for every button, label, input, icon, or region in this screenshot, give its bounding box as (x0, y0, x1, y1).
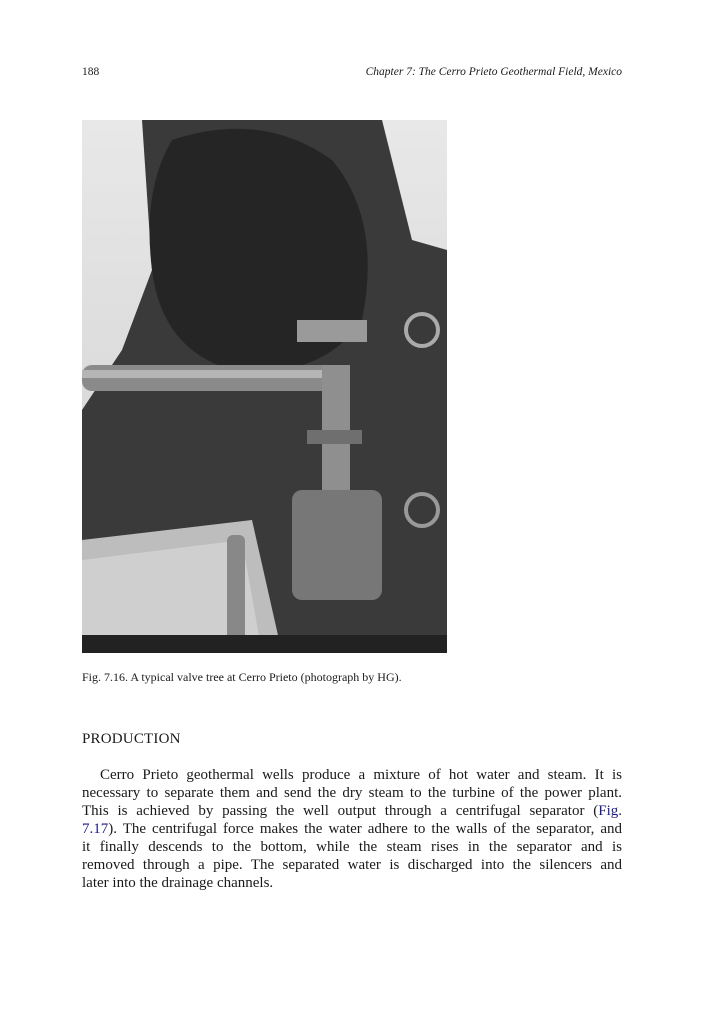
paragraph-line: later into the drainage channels. (82, 875, 274, 891)
body-paragraph (82, 766, 622, 892)
figure-caption: Fig. 7.16. A typical valve tree at Cerro Prieto (photograph by HG). (82, 670, 402, 684)
page-number: 188 (82, 66, 100, 78)
section-heading: PRODUCTION (82, 731, 181, 747)
paragraph-line: necessary to separate them and send the dry steam to the turbine of the power plant. (82, 785, 622, 801)
paragraph-line: it finally descends to the bottom, while the steam rises in the separator and is (82, 839, 622, 855)
figure-link[interactable]: Fig. (598, 803, 622, 819)
running-header: Chapter 7: The Cerro Prieto Geothermal Field, Mexico (365, 66, 622, 78)
paragraph-text: This is achieved by passing the well output through a centrifugal separator ( (82, 803, 599, 819)
paragraph-line (82, 802, 622, 820)
paragraph-text: ). The centrifugal force makes the water adhere to the walls of the separator, and (108, 821, 622, 837)
figure-link[interactable]: 7.17 (82, 821, 109, 837)
paragraph-line: Cerro Prieto geothermal wells produce a mixture of hot water and steam. It is (100, 767, 622, 783)
valve-tree-photograph (82, 120, 447, 653)
paragraph-line (82, 820, 622, 838)
paragraph-line: removed through a pipe. The separated water is discharged into the silencers and (82, 857, 622, 873)
